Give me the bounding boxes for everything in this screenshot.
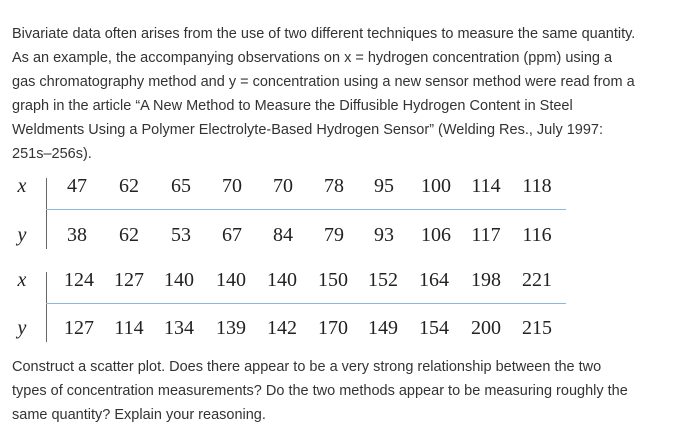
x-value-cell: 152 bbox=[368, 269, 398, 291]
table-divider-horizontal bbox=[46, 209, 566, 210]
y-value-cell: 134 bbox=[164, 317, 194, 339]
x-value-cell: 140 bbox=[267, 269, 297, 291]
x-value-cell: 70 bbox=[273, 175, 293, 197]
x-value-cell: 65 bbox=[171, 175, 191, 197]
x-value-cell: 114 bbox=[471, 175, 501, 197]
y-value-cell: 116 bbox=[522, 224, 552, 246]
y-value-cell: 142 bbox=[267, 317, 297, 339]
x-row-label: x bbox=[17, 175, 27, 197]
intro-line: Bivariate data often arises from the use of two different techniques to measure the same quantity. bbox=[12, 26, 636, 42]
question-paragraph bbox=[12, 355, 674, 427]
y-value-cell: 170 bbox=[318, 317, 348, 339]
y-value-cell: 106 bbox=[421, 224, 451, 246]
x-value-cell: 140 bbox=[216, 269, 246, 291]
y-value-cell: 200 bbox=[471, 317, 501, 339]
y-value-cell: 154 bbox=[419, 317, 449, 339]
y-value-cell: 67 bbox=[222, 224, 242, 246]
x-value-cell: 221 bbox=[522, 269, 552, 291]
table-divider-vertical bbox=[46, 272, 47, 342]
x-value-cell: 118 bbox=[522, 175, 552, 197]
intro-line: graph in the article “A New Method to Measure the Diffusible Hydrogen Content in Steel bbox=[12, 98, 573, 114]
table-divider-horizontal bbox=[46, 303, 566, 304]
x-value-cell: 124 bbox=[64, 269, 94, 291]
intro-line: As an example, the accompanying observations on x = hydrogen concentration (ppm) using a bbox=[12, 50, 613, 66]
intro-line: 251s–256s). bbox=[12, 146, 92, 162]
x-row-label: x bbox=[17, 269, 27, 291]
intro-line: Weldments Using a Polymer Electrolyte-Based Hydrogen Sensor” (Welding Res., July 1997: bbox=[12, 122, 604, 138]
y-value-cell: 117 bbox=[471, 224, 501, 246]
x-value-cell: 95 bbox=[374, 175, 394, 197]
y-value-cell: 215 bbox=[522, 317, 552, 339]
x-value-cell: 164 bbox=[419, 269, 449, 291]
x-value-cell: 100 bbox=[421, 175, 451, 197]
y-value-cell: 93 bbox=[374, 224, 394, 246]
y-value-cell: 38 bbox=[67, 224, 87, 246]
y-value-cell: 62 bbox=[119, 224, 139, 246]
table-divider-vertical bbox=[46, 178, 47, 249]
y-row-label: y bbox=[17, 224, 27, 246]
x-value-cell: 140 bbox=[164, 269, 194, 291]
y-value-cell: 79 bbox=[324, 224, 344, 246]
y-value-cell: 149 bbox=[368, 317, 398, 339]
y-value-cell: 53 bbox=[171, 224, 191, 246]
question-line: types of concentration measurements? Do the two methods appear to be measuring roughly the bbox=[12, 383, 628, 399]
x-value-cell: 78 bbox=[324, 175, 344, 197]
question-line: same quantity? Explain your reasoning. bbox=[12, 407, 266, 423]
intro-line: gas chromatography method and y = concentration using a new sensor method were read from a bbox=[12, 74, 635, 90]
y-row-label: y bbox=[17, 317, 27, 339]
y-value-cell: 127 bbox=[64, 317, 94, 339]
y-value-cell: 114 bbox=[114, 317, 144, 339]
x-value-cell: 62 bbox=[119, 175, 139, 197]
x-value-cell: 198 bbox=[471, 269, 501, 291]
x-value-cell: 47 bbox=[67, 175, 87, 197]
x-value-cell: 127 bbox=[114, 269, 144, 291]
x-value-cell: 70 bbox=[222, 175, 242, 197]
x-value-cell: 150 bbox=[318, 269, 348, 291]
y-value-cell: 84 bbox=[273, 224, 293, 246]
question-line: Construct a scatter plot. Does there appear to be a very strong relationship between the two bbox=[12, 359, 602, 375]
y-value-cell: 139 bbox=[216, 317, 246, 339]
